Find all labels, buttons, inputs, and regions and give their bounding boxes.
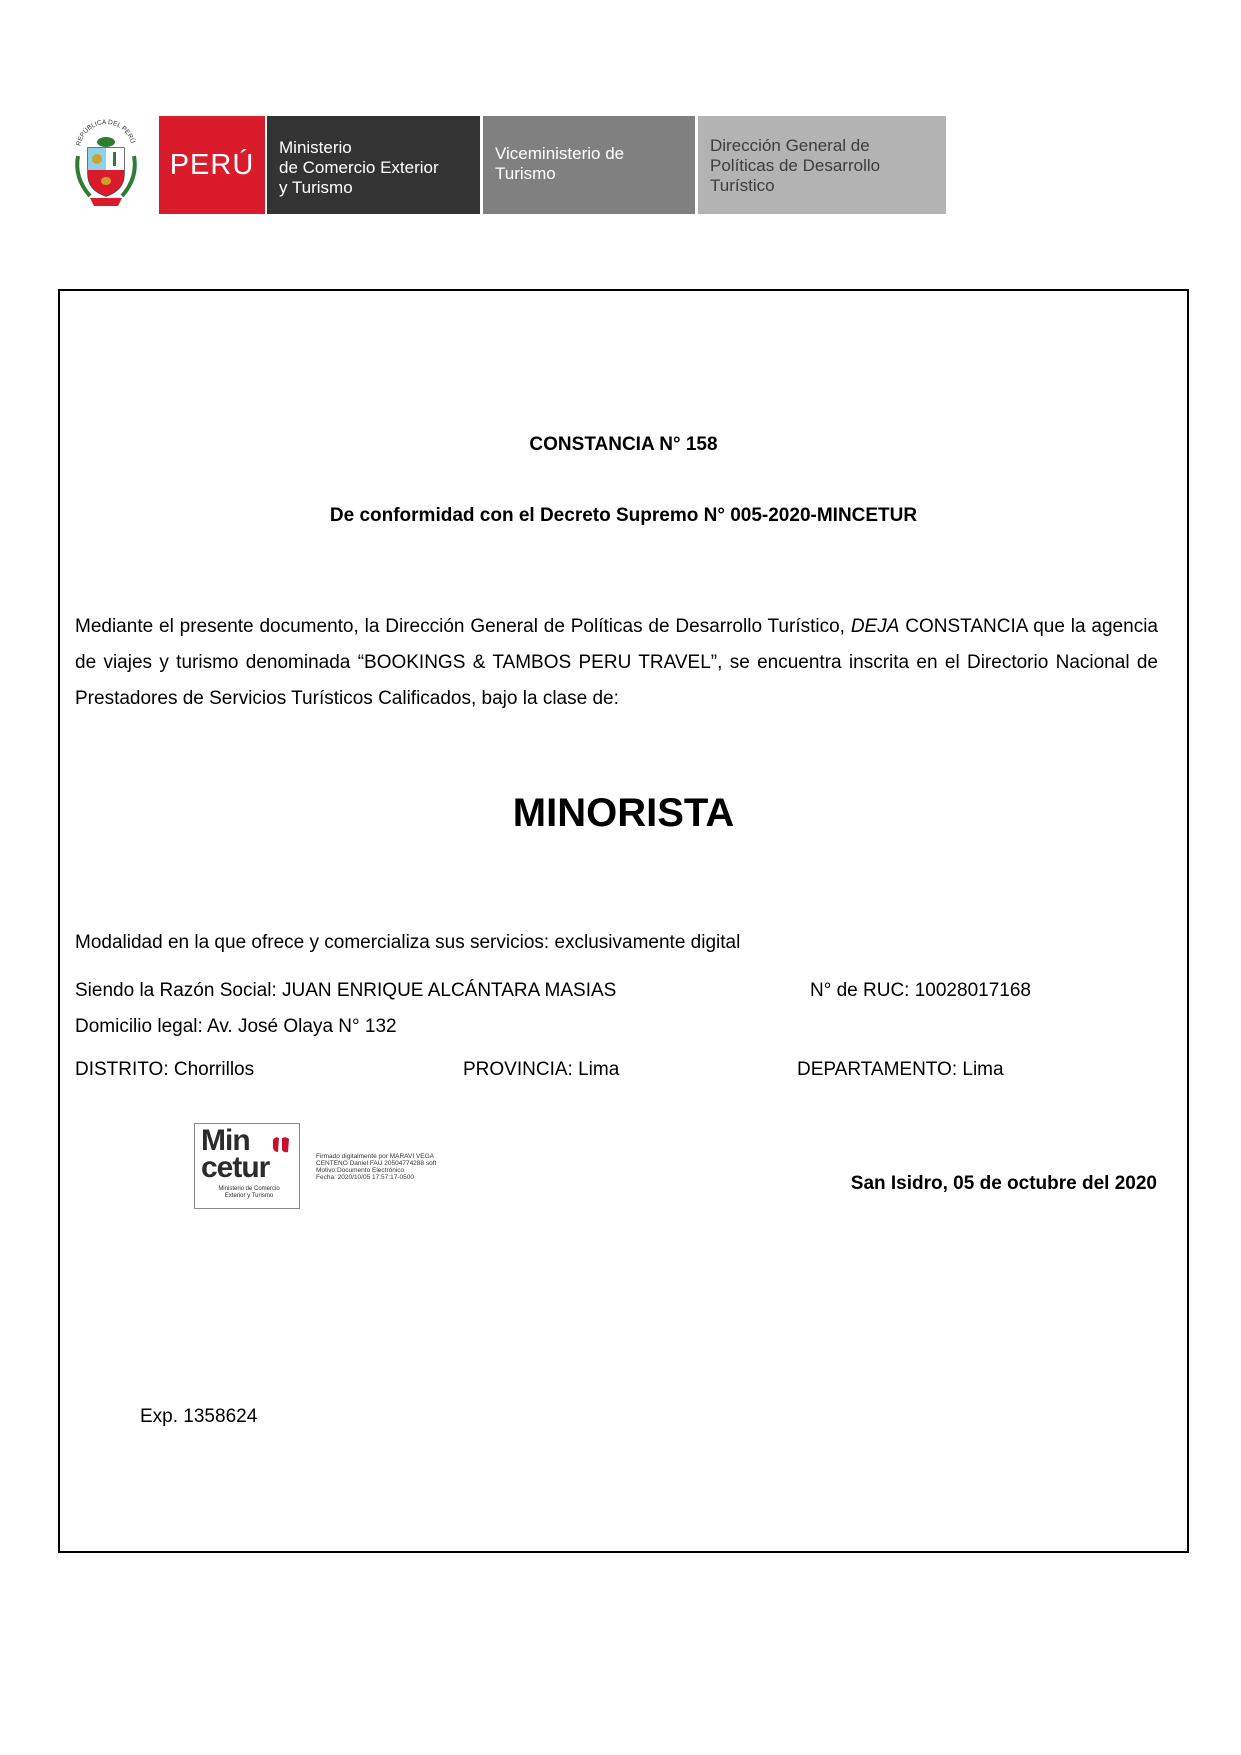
ministry-line-2: de Comercio Exterior — [279, 158, 439, 177]
ministry-line-1: Ministerio — [279, 138, 352, 157]
service-modality: Modalidad en la que ofrece y comercializa sus servicios: exclusivamente digital — [75, 932, 741, 953]
peru-label: PERÚ — [169, 148, 255, 181]
certificate-paragraph — [75, 609, 1158, 717]
peru-coat-of-arms-icon — [70, 116, 142, 212]
ruc-number: N° de RUC: 10028017168 — [810, 980, 1031, 1001]
directorate-brand-block — [698, 116, 946, 214]
business-name: Siendo la Razón Social: JUAN ENRIQUE ALCÁNTARA MASIAS — [75, 980, 617, 1001]
department: DEPARTAMENTO: Lima — [797, 1059, 1004, 1080]
agency-class-name: MINORISTA — [512, 791, 735, 835]
directorate-line-2: Políticas de Desarrollo — [710, 156, 881, 175]
legal-address: Domicilio legal: Av. José Olaya N° 132 — [75, 1016, 397, 1037]
vice-ministry-brand-block — [483, 116, 695, 214]
certificate-frame — [58, 289, 1189, 1553]
seal-caption-line-1: Ministerio de Comercio — [218, 1186, 280, 1192]
issue-date: San Isidro, 05 de octubre del 2020 — [850, 1173, 1157, 1194]
certificate-subtitle: De conformidad con el Decreto Supremo N° 005-2020-MINCETUR — [329, 505, 918, 526]
signature-line-1: Firmado digitalmente por MARAVI VEGA — [316, 1153, 435, 1160]
signature-line-2: CENTENO Daniel FAU 20504774288 soft — [316, 1160, 437, 1167]
vice-ministry-line-1: Viceministerio de — [495, 144, 625, 163]
peru-brand-block — [159, 116, 265, 214]
digital-signature-text — [316, 1153, 436, 1181]
paragraph-part-2: CONSTANCIA que la agencia de viajes y turismo denominada “BOOKINGS & TAMBOS PERU TRAVEL”, se encuentra inscrita en el Directorio Nacional de Prestadores de Servicios Turísticos Calificados, bajo la clase de: — [75, 616, 1158, 709]
seal-caption — [203, 1186, 295, 1200]
seal-logo-line-1: Min — [201, 1124, 250, 1157]
district: DISTRITO: Chorrillos — [75, 1059, 255, 1080]
directorate-line-3: Turístico — [710, 176, 775, 195]
seal-logo-line-2: cetur — [201, 1151, 270, 1184]
mincetur-mark-icon — [272, 1136, 292, 1154]
signature-line-3: Motivo:Documento Electrónico — [316, 1167, 405, 1174]
seal-caption-line-2: Exterior y Turismo — [224, 1193, 274, 1199]
signature-line-4: Fecha: 2020/10/05 17:57:17-0500 — [316, 1174, 414, 1181]
header-banner — [70, 116, 950, 214]
coat-of-arms-text: REPÚBLICA DEL PERÚ — [75, 118, 137, 147]
directorate-line-1: Dirección General de — [710, 136, 870, 155]
ministry-brand-block — [267, 116, 480, 214]
certificate-title: CONSTANCIA N° 158 — [529, 434, 718, 455]
vice-ministry-line-2: Turismo — [495, 164, 556, 183]
paragraph-part-1: Mediante el presente documento, la Dirección General de Políticas de Desarrollo Turístico, — [75, 616, 851, 637]
province: PROVINCIA: Lima — [463, 1059, 620, 1080]
paragraph-emphasis: DEJA — [850, 616, 900, 637]
mincetur-seal — [194, 1123, 300, 1209]
ministry-line-3: y Turismo — [279, 178, 353, 197]
file-number: Exp. 1358624 — [140, 1406, 258, 1427]
